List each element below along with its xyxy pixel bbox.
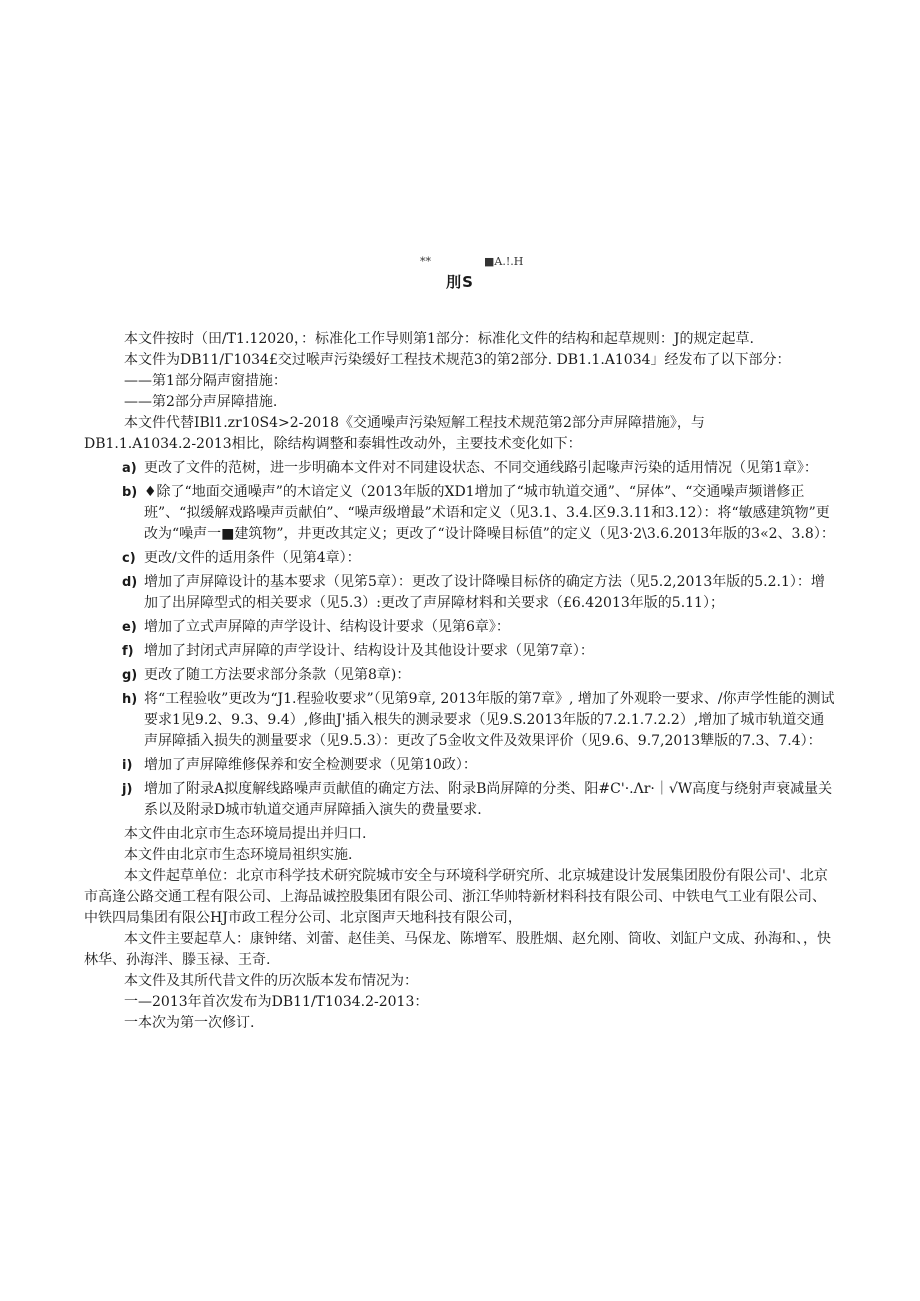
- list-item-label: i): [122, 758, 133, 773]
- list-item-text: 增加了封闭式声屏障的声学设计、结构设计及其他设计要求（见第7章）：: [144, 643, 594, 659]
- list-item-label: e): [122, 620, 137, 635]
- list-item: [122, 482, 838, 545]
- list-item-label: h): [122, 692, 138, 707]
- list-item: [122, 665, 838, 686]
- paragraph-organizer: 本文件由北京市生态环境局祖织实施.: [124, 847, 353, 863]
- list-item-label: b): [122, 485, 138, 500]
- list-item: [122, 617, 838, 638]
- list-item: [122, 755, 838, 776]
- list-item-text: ♦除了“地面交通噪声”的木谙定义（2013年版的XD1增加了“城市轨道交通”、“屏体”、“交通噪声频谱修正班”、“拟缓解戏路噪声贡献伯”、“噪声级增最”术语和定义（见3.1、3.4.区9.3.11和3.12）：将“敏感建筑物”更改为“噪声一■建筑物”，井更改其定义；更改了“设计降噪目标值”的定义（见3·2\3.6.2013年版的3«2、3.8）：: [144, 484, 835, 542]
- list-item: [122, 779, 838, 821]
- list-item-text: 更改了文件的范树，进一步明确本文件对不同建设状态、不同交通线路引起喙声污染的适用情况（见第1章》：: [144, 460, 818, 476]
- list-item: [122, 641, 838, 662]
- list-item: [122, 689, 838, 752]
- list-item-text: 增加了附录A拟度解线路噪声贡献值的确定方法、附录B尚屏障的分类、阳#C'·.Λr·｜√W高度与绕射声衰减量关系以及附录D城市轨道交通声屏障插入演失的费量要求.: [144, 781, 833, 818]
- list-item-text: 更改/文件的适用条件（见第4章）：: [144, 550, 361, 566]
- list-item-text: 增加了立式声屏障的声学设计、结构设计要求（见第6章》：: [144, 619, 510, 635]
- list-item-label: g): [122, 668, 138, 683]
- document-body: [84, 329, 838, 1034]
- paragraph-standard-parts: 本文件为DB11/Г1034£交过喉声污染缓好工程技术规范3的第2部分. DB1.1.A1034」经发布了以下部分：: [124, 352, 791, 368]
- list-item-label: a): [122, 461, 137, 476]
- list-item-label: f): [122, 644, 134, 659]
- paragraph-replacement: 本文件代替IBl1.zr10S4>2-2018《交通噪声污染短解工程技术规范第2部分声屏障措施》，与: [124, 415, 705, 431]
- version-history-item: 一本次为第一次修订.: [124, 1015, 255, 1031]
- paragraph-drafters: 本文件主要起草人：康钟绪、刘蕾、赵佳美、马保龙、陈增军、股胜烟、赵允刚、筒收、刘缸户文成、孙海和、，快林华、孙海泮、滕玉禄、王奇.: [84, 931, 831, 968]
- version-history-item: 一—2013年首次发布为DB11/T1034.2-2013：: [124, 994, 429, 1010]
- list-item: [122, 458, 838, 479]
- paragraph-proposer: 本文件由北京市生态环境局提出并归口.: [124, 826, 367, 842]
- paragraph-version-history: 本文件及其所代昔文件的历次版本发布情况为：: [124, 973, 418, 989]
- list-item-text: 更改了随工方法要求部分条款（见第8章)：: [144, 667, 411, 683]
- page-title: 刖S: [446, 273, 474, 291]
- paragraph-drafting-rules: 本文件按时（田/T1.12020，：标准化工作导则第1部分：标准化文件的结构和起草规则：J的规定起草.: [124, 331, 754, 347]
- changes-list: [84, 458, 838, 821]
- list-item: [122, 548, 838, 569]
- list-item-text: 增加了声屏障维修保养和安全检测要求（见第10政）：: [144, 757, 477, 773]
- part-list-item: ——第1部分隔声窗措施：: [124, 373, 287, 389]
- list-item-text: 将“工程验收”更改为“J1.程验收要求”（见第9章, 2013年版的第7章》, 增加了外观聆一要求、/你声学性能的测试要求1见9.2、9.3、9.4）,修曲J'插入根失的测录要求（见9.S.2013年版的7.2.1.7.2.2）,增加了城市轨道交通声屏障插入损失的测量要求（见9.5.3）：更改了5金收文件及效果评价（见9.6、9.7,2013犨版的7.3、7.4）：: [144, 691, 835, 749]
- list-item-text: 增加了声屏障设计的基本要求（见笫5章）：更改了设计降噪目标侪的确定方法（见5.2,2013年版的5.2.1）：增加了出屏障型式的相关要求（见5.3）:更改了声屏障材料和关要求（£6.42013年版的5.11）；: [144, 574, 825, 611]
- paragraph-replacement-cont: DB1.1.A1034.2-2013相比，除结构调整和泰辑性改动外，主要技术变化如下：: [84, 436, 582, 452]
- part-list-item: ——第2部分声屏障措施.: [124, 394, 278, 410]
- list-item-label: j): [122, 782, 133, 797]
- header-mark-right: ■A.!.H: [484, 255, 524, 268]
- header-mark-left: **: [420, 255, 431, 268]
- list-item-label: d): [122, 575, 138, 590]
- list-item: [122, 572, 838, 614]
- paragraph-drafting-units: 本文件起草单位：北京市科学技术研究院城市安全与环境科学研究所、北京城建设计发展集团股份有限公司'、北京市高逢公路交通工程有限公司、上海品诚控股集团有限公司、浙江华帅特新材料科技有限公司、中铁电气工业有限公司、中铁四局集团有限公HJ市政工程分公司、北京图声天地科技有限公司，: [84, 868, 828, 926]
- list-item-label: c): [122, 551, 136, 566]
